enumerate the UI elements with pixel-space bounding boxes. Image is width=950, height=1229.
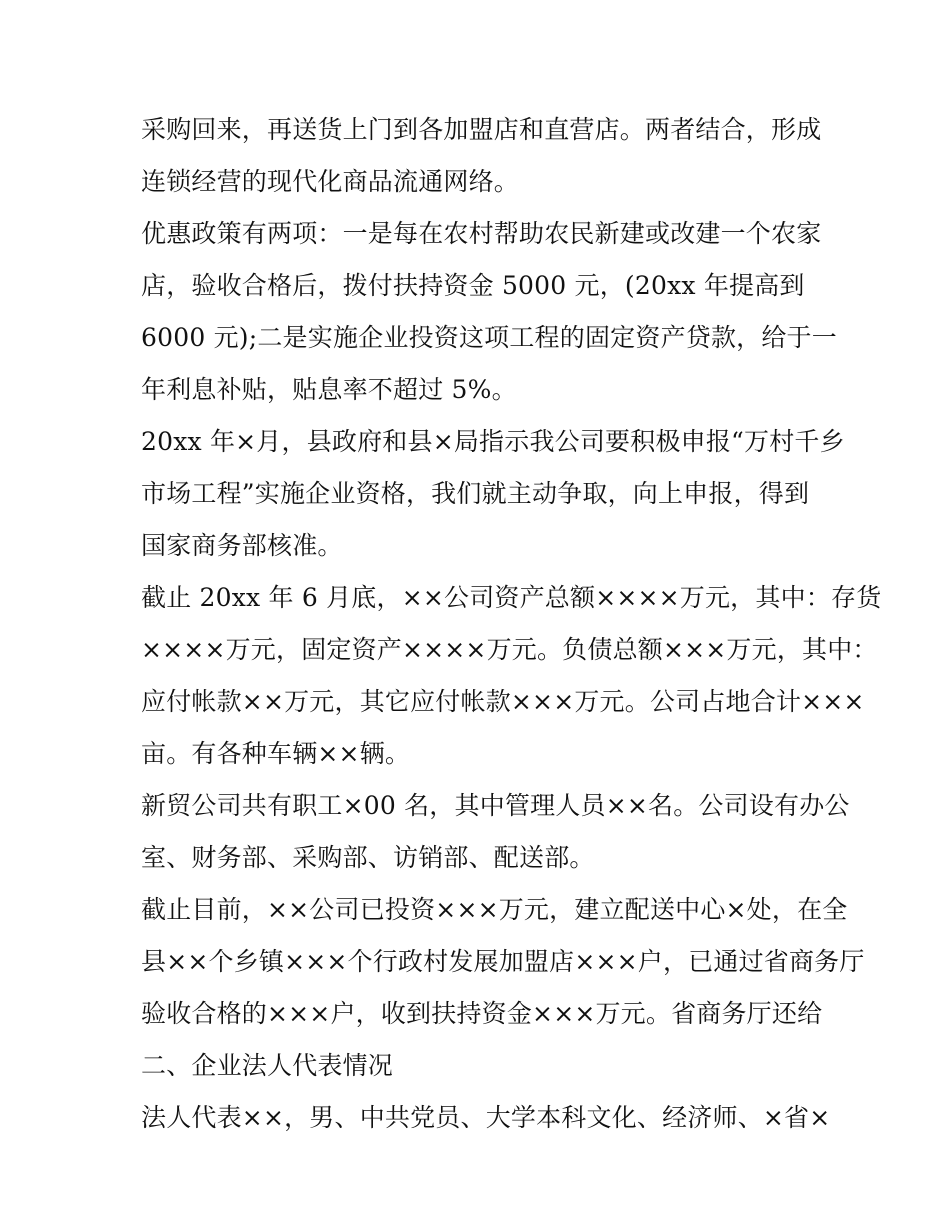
text-line: 优惠政策有两项：一是每在农村帮助农民新建或改建一个农家 bbox=[141, 219, 822, 248]
text-line: 20xx 年×月，县政府和县×局指示我公司要积极申报“万村千乡 bbox=[141, 427, 845, 456]
text-line: 法人代表××，男、中共党员、大学本科文化、经济师、×省× bbox=[141, 1103, 831, 1132]
text-line: 截止目前，××公司已投资×××万元，建立配送中心×处，在全 bbox=[141, 895, 848, 924]
text-line: 市场工程”实施企业资格，我们就主动争取，向上申报，得到 bbox=[141, 479, 810, 508]
text-line: 国家商务部核准。 bbox=[141, 531, 343, 560]
text-line: 新贸公司共有职工×00 名，其中管理人员××名。公司设有办公 bbox=[141, 791, 850, 820]
section-heading: 二、企业法人代表情况 bbox=[141, 1051, 394, 1080]
text-line: 亩。有各种车辆××辆。 bbox=[141, 739, 411, 768]
text-line: 年利息补贴，贴息率不超过 5%。 bbox=[141, 375, 517, 404]
text-line: 验收合格的×××户，收到扶持资金×××万元。省商务厅还给 bbox=[141, 999, 823, 1028]
document-body bbox=[141, 104, 882, 1144]
text-line: 采购回来，再送货上门到各加盟店和直营店。两者结合，形成 bbox=[141, 115, 822, 144]
text-line: 应付帐款××万元，其它应付帐款×××万元。公司占地合计××× bbox=[141, 687, 865, 716]
text-line: 截止 20xx 年 6 月底，××公司资产总额××××万元，其中：存货 bbox=[141, 583, 882, 612]
text-line: 店，验收合格后，拨付扶持资金 5000 元，(20xx 年提高到 bbox=[141, 271, 805, 300]
text-line: ××××万元，固定资产××××万元。负债总额×××万元，其中： bbox=[141, 635, 878, 664]
text-line: 6000 元);二是实施企业投资这项工程的固定资产贷款，给于一 bbox=[141, 323, 837, 352]
text-line: 县××个乡镇×××个行政村发展加盟店×××户，已通过省商务厅 bbox=[141, 947, 865, 976]
text-line: 室、财务部、采购部、访销部、配送部。 bbox=[141, 843, 595, 872]
text-line: 连锁经营的现代化商品流通网络。 bbox=[141, 167, 520, 196]
